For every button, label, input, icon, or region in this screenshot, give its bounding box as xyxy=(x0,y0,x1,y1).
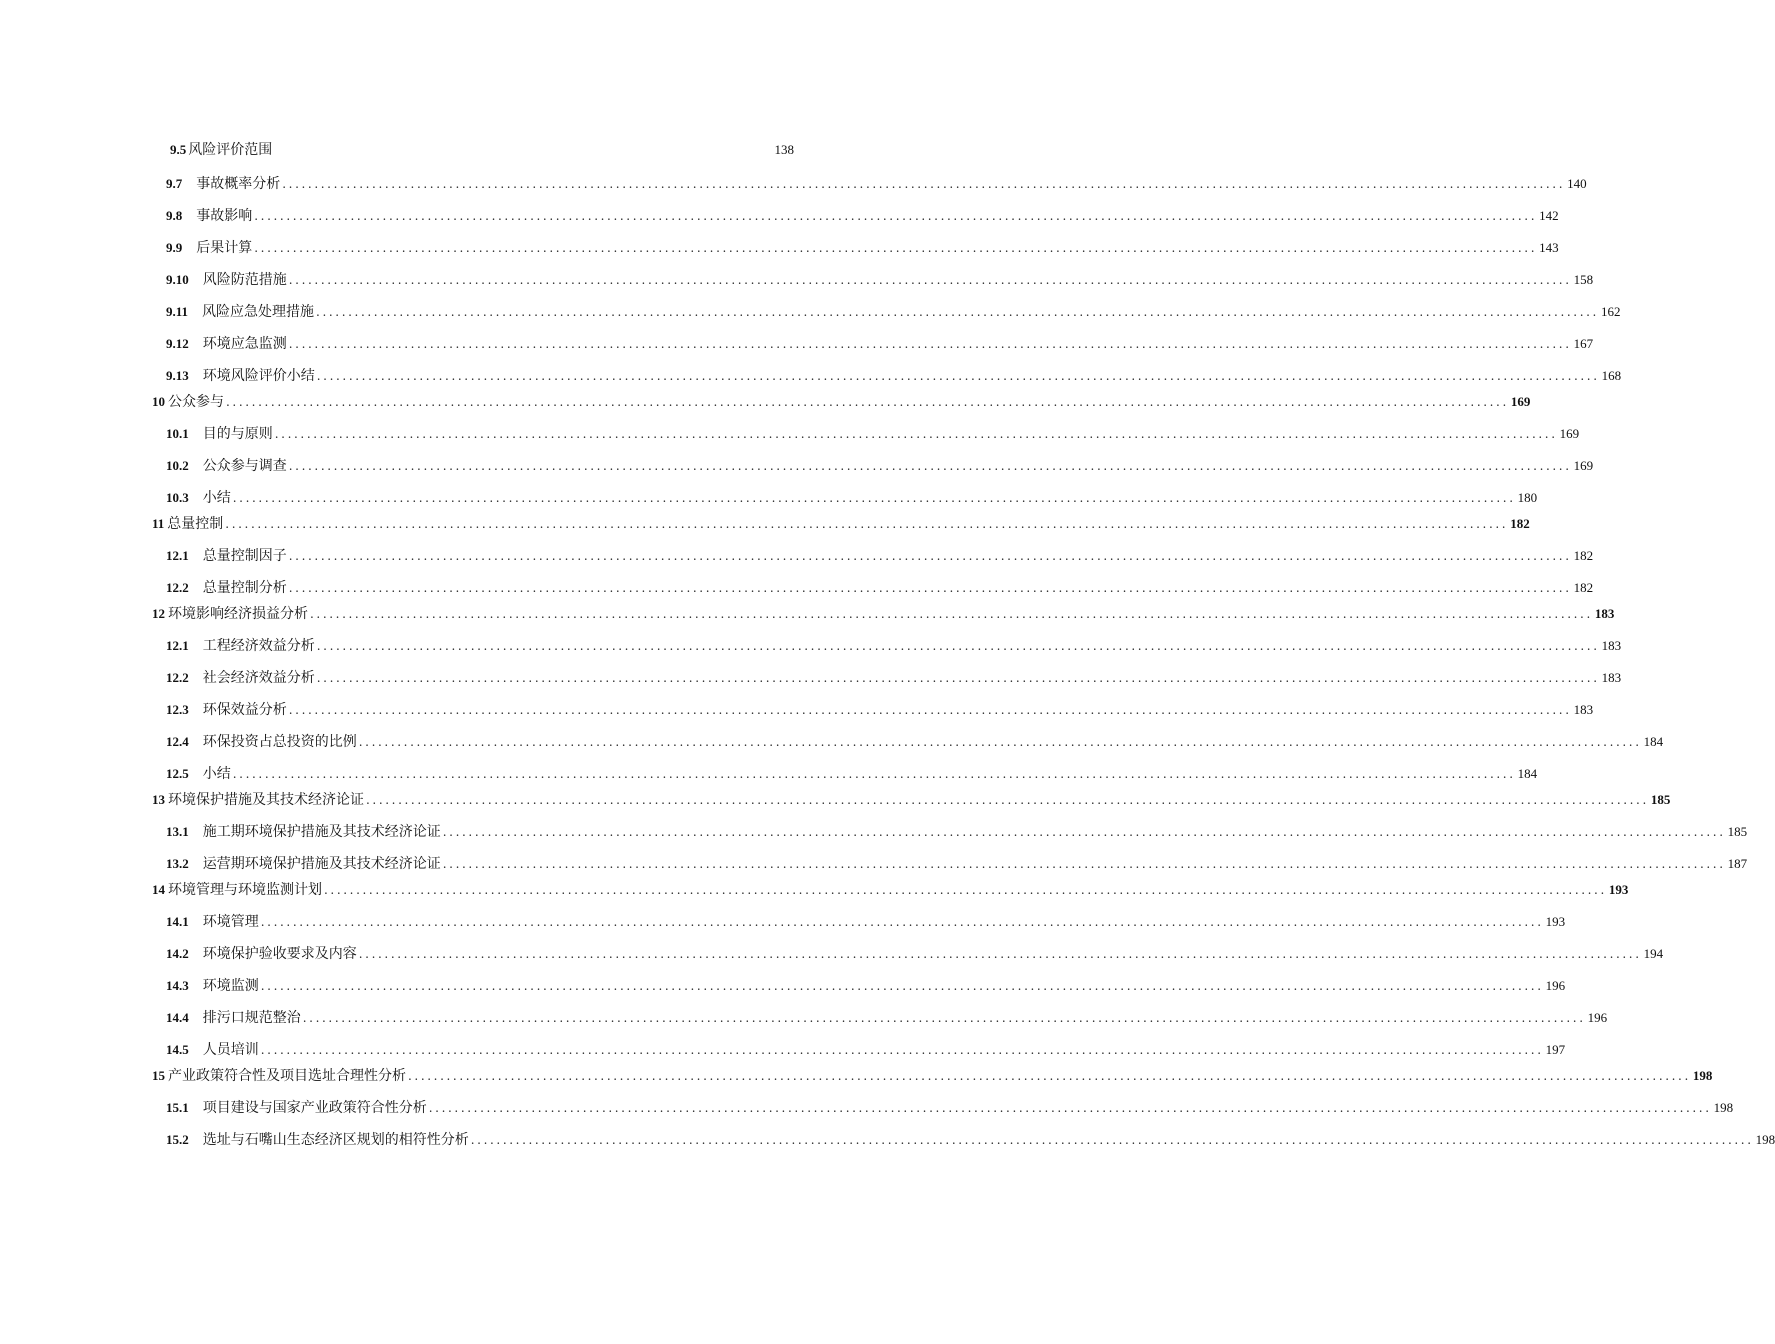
toc-entry-first[interactable] xyxy=(170,139,794,159)
toc-entry-page: 138 xyxy=(774,142,794,157)
toc-entry-title: 小结 xyxy=(202,766,231,782)
toc-section-entry[interactable] xyxy=(166,455,1594,475)
toc-leader-dots: ........................................................................................................................................................................................................ xyxy=(288,337,1572,351)
toc-entry-number: 10.3 xyxy=(166,490,189,505)
toc-chapter-entry[interactable] xyxy=(152,789,1671,809)
toc-entry-page: 185 xyxy=(1727,824,1748,839)
toc-entry-number: 15.2 xyxy=(166,1132,189,1147)
toc-entry-page: 184 xyxy=(1517,766,1538,781)
toc-entry-title: 公众参与 xyxy=(168,394,224,410)
toc-entry-title: 总量控制因子 xyxy=(202,548,287,564)
toc-entry-number: 13 xyxy=(152,792,165,807)
toc-chapter-entry[interactable] xyxy=(152,1065,1713,1085)
toc-entry-title: 风险应急处理措施 xyxy=(202,304,315,320)
toc-section-entry[interactable] xyxy=(166,975,1566,995)
toc-chapter-entry[interactable] xyxy=(152,391,1531,411)
toc-entry-page: 198 xyxy=(1692,1068,1713,1083)
toc-section-entry[interactable] xyxy=(166,943,1664,963)
toc-entry-title: 环境监测 xyxy=(202,978,259,994)
toc-section-entry[interactable] xyxy=(166,173,1587,193)
toc-entry-page: 182 xyxy=(1573,580,1594,595)
toc-entry-number: 12.5 xyxy=(166,766,189,781)
toc-entry-page: 193 xyxy=(1545,914,1566,929)
toc-leader-dots: ........................................................................................................................................................................................................ xyxy=(288,273,1572,287)
toc-entry-number: 9.12 xyxy=(166,336,189,351)
toc-section-entry[interactable] xyxy=(166,731,1664,751)
toc-leader-dots: ........................................................................................................................................................................................................ xyxy=(316,639,1600,653)
toc-entry-page: 140 xyxy=(1567,176,1587,191)
toc-entry-page: 169 xyxy=(1510,394,1531,409)
toc-section-entry[interactable] xyxy=(166,1039,1566,1059)
toc-entry-page: 168 xyxy=(1601,368,1622,383)
toc-leader-dots: ........................................................................................................................................................................................................ xyxy=(324,883,1607,897)
toc-entry-number: 15 xyxy=(152,1068,165,1083)
toc-leader-dots: ........................................................................................................................................................................................................ xyxy=(232,767,1516,781)
toc-section-entry[interactable] xyxy=(166,333,1594,353)
toc-section-entry[interactable] xyxy=(166,487,1538,507)
toc-leader-dots: ........................................................................................................................................................................................................ xyxy=(254,241,1538,255)
toc-entry-number: 15.1 xyxy=(166,1100,189,1115)
toc-entry-title: 风险评价范围 xyxy=(188,142,273,158)
toc-leader-dots: ........................................................................................................................................................................................................ xyxy=(254,209,1538,223)
toc-leader-dots: ........................................................................................................................................................................................................ xyxy=(358,735,1642,749)
toc-entry-title: 小结 xyxy=(202,490,231,506)
toc-entry-page: 184 xyxy=(1643,734,1664,749)
toc-entry-page: 193 xyxy=(1608,882,1629,897)
toc-leader-dots: ........................................................................................................................................................................................................ xyxy=(260,979,1544,993)
toc-entry-number: 10.2 xyxy=(166,458,189,473)
toc-entry-title: 后果计算 xyxy=(196,240,253,256)
toc-entry-title: 人员培训 xyxy=(202,1042,259,1058)
toc-entry-title: 环境风险评价小结 xyxy=(202,368,315,384)
toc-entry-page: 194 xyxy=(1643,946,1664,961)
toc-leader-dots: ........................................................................................................................................................................................................ xyxy=(260,915,1544,929)
toc-entry-title: 事故概率分析 xyxy=(196,176,281,192)
toc-chapter-entry[interactable] xyxy=(152,513,1530,533)
toc-entry-title: 环境保护验收要求及内容 xyxy=(202,946,357,962)
toc-entry-number: 12.2 xyxy=(166,670,189,685)
toc-entry-title: 项目建设与国家产业政策符合性分析 xyxy=(202,1100,427,1116)
toc-entry-title: 公众参与调查 xyxy=(202,458,287,474)
toc-entry-title: 选址与石嘴山生态经济区规划的相符性分析 xyxy=(202,1132,469,1148)
toc-leader-dots: ........................................................................................................................................................................................................ xyxy=(358,947,1642,961)
toc-entry-title: 环境影响经济损益分析 xyxy=(168,606,308,622)
toc-entry-number: 14.3 xyxy=(166,978,189,993)
toc-entry-title: 环境应急监测 xyxy=(202,336,287,352)
toc-leader-dots: ........................................................................................................................................................................................................ xyxy=(442,857,1726,871)
toc-entry-page: 198 xyxy=(1755,1132,1775,1147)
toc-entry-title: 环境管理 xyxy=(202,914,259,930)
toc-section-entry[interactable] xyxy=(166,237,1559,257)
toc-section-entry[interactable] xyxy=(166,853,1748,873)
toc-chapter-entry[interactable] xyxy=(152,603,1615,623)
toc-entry-page: 169 xyxy=(1573,458,1594,473)
toc-entry-page: 182 xyxy=(1573,548,1594,563)
toc-section-entry[interactable] xyxy=(166,545,1594,565)
toc-entry-number: 9.8 xyxy=(166,208,183,223)
toc-entry-title: 目的与原则 xyxy=(202,426,273,442)
toc-entry-number: 9.13 xyxy=(166,368,189,383)
toc-section-entry[interactable] xyxy=(166,301,1621,321)
toc-entry-number: 12.2 xyxy=(166,580,189,595)
toc-leader-dots: ........................................................................................................................................................................................................ xyxy=(310,607,1593,621)
toc-leader-dots: ........................................................................................................................................................................................................ xyxy=(288,549,1572,563)
toc-entry-title: 总量控制 xyxy=(167,516,224,532)
toc-leader-dots: ........................................................................................................................................................................................................ xyxy=(408,1069,1691,1083)
toc-entry-title: 事故影响 xyxy=(196,208,253,224)
toc-section-entry[interactable] xyxy=(166,577,1594,597)
toc-entry-title: 社会经济效益分析 xyxy=(202,670,315,686)
toc-entry-title: 环保投资占总投资的比例 xyxy=(202,734,357,750)
toc-entry-page: 167 xyxy=(1573,336,1594,351)
toc-section-entry[interactable] xyxy=(166,821,1748,841)
toc-leader-dots: ........................................................................................................................................................................................................ xyxy=(470,1133,1754,1147)
toc-leader-dots: ........................................................................................................................................................................................................ xyxy=(302,1011,1586,1025)
toc-leader-dots: ........................................................................................................................................................................................................ xyxy=(442,825,1726,839)
toc-section-entry[interactable] xyxy=(166,635,1622,655)
toc-entry-title: 运营期环境保护措施及其技术经济论证 xyxy=(202,856,441,872)
toc-section-entry[interactable] xyxy=(166,699,1594,719)
toc-leader-dots: ........................................................................................................................................................................................................ xyxy=(232,491,1516,505)
toc-entry-number: 12 xyxy=(152,606,165,621)
toc-section-entry[interactable] xyxy=(166,205,1559,225)
toc-leader-dots: ........................................................................................................................................................................................................ xyxy=(260,1043,1544,1057)
toc-entry-page: 196 xyxy=(1545,978,1566,993)
toc-section-entry[interactable] xyxy=(166,1129,1775,1149)
toc-entry-page: 187 xyxy=(1727,856,1748,871)
toc-entry-page: 183 xyxy=(1573,702,1594,717)
toc-section-entry[interactable] xyxy=(166,365,1622,385)
toc-section-entry[interactable] xyxy=(166,1007,1608,1027)
toc-leader-dots: ........................................................................................................................................................................................................ xyxy=(316,305,1599,319)
toc-entry-title: 风险防范措施 xyxy=(202,272,287,288)
toc-entry-page: 158 xyxy=(1573,272,1594,287)
toc-entry-number: 12.4 xyxy=(166,734,189,749)
toc-section-entry[interactable] xyxy=(166,911,1566,931)
toc-entry-page: 182 xyxy=(1510,516,1530,531)
toc-entry-page: 185 xyxy=(1650,792,1671,807)
toc-leader-dots: ........................................................................................................................................................................................................ xyxy=(288,459,1572,473)
toc-leader-dots: ........................................................................................................................................................................................................ xyxy=(225,517,1509,531)
toc-entry-page: 183 xyxy=(1601,670,1622,685)
toc-entry-page: 142 xyxy=(1539,208,1559,223)
toc-leader-dots: ........................................................................................................................................................................................................ xyxy=(226,395,1509,409)
toc-entry-number: 14.4 xyxy=(166,1010,189,1025)
toc-entry-number: 11 xyxy=(152,516,165,531)
toc-entry-page: 180 xyxy=(1517,490,1538,505)
toc-leader-dots: ........................................................................................................................................................................................................ xyxy=(316,369,1600,383)
toc-entry-number: 12.3 xyxy=(166,702,189,717)
toc-entry-number: 14.2 xyxy=(166,946,189,961)
toc-entry-number: 14 xyxy=(152,882,165,897)
toc-entry-page: 197 xyxy=(1545,1042,1566,1057)
toc-entry-number: 13.1 xyxy=(166,824,189,839)
toc-entry-title: 总量控制分析 xyxy=(202,580,287,596)
toc-entry-number: 9.7 xyxy=(166,176,183,191)
toc-entry-number: 9.9 xyxy=(166,240,183,255)
toc-section-entry[interactable] xyxy=(166,269,1594,289)
toc-entry-title: 施工期环境保护措施及其技术经济论证 xyxy=(202,824,441,840)
toc-entry-title: 工程经济效益分析 xyxy=(202,638,315,654)
toc-entry-page: 183 xyxy=(1601,638,1622,653)
toc-leader-dots: ........................................................................................................................................................................................................ xyxy=(316,671,1600,685)
toc-entry-title: 环保效益分析 xyxy=(202,702,287,718)
toc-leader-dots: ........................................................................................................................................................................................................ xyxy=(288,703,1572,717)
toc-leader-dots: ........................................................................................................................................................................................................ xyxy=(282,177,1566,191)
toc-entry-number: 9.5 xyxy=(170,142,187,157)
toc-section-entry[interactable] xyxy=(166,423,1580,443)
toc-entry-number: 12.1 xyxy=(166,548,189,563)
toc-entry-title: 排污口规范整治 xyxy=(202,1010,301,1026)
toc-entry-page: 183 xyxy=(1594,606,1615,621)
toc-entry-title: 环境保护措施及其技术经济论证 xyxy=(168,792,364,808)
toc-entry-number: 10.1 xyxy=(166,426,189,441)
toc-leader-dots: ........................................................................................................................................................................................................ xyxy=(366,793,1649,807)
toc-chapter-entry[interactable] xyxy=(152,879,1629,899)
toc-entry-page: 196 xyxy=(1587,1010,1608,1025)
toc-section-entry[interactable] xyxy=(166,763,1538,783)
toc-leader-dots: ........................................................................................................................................................................................................ xyxy=(288,581,1572,595)
toc-section-entry[interactable] xyxy=(166,667,1622,687)
toc-entry-number: 13.2 xyxy=(166,856,189,871)
toc-entry-page: 143 xyxy=(1539,240,1559,255)
toc-leader-dots: ........................................................................................................................................................................................................ xyxy=(428,1101,1712,1115)
toc-entry-page: 198 xyxy=(1713,1100,1734,1115)
toc-section-entry[interactable] xyxy=(166,1097,1734,1117)
toc-entry-number: 14.1 xyxy=(166,914,189,929)
toc-entry-page: 162 xyxy=(1600,304,1621,319)
toc-entry-number: 14.5 xyxy=(166,1042,189,1057)
toc-entry-title: 环境管理与环境监测计划 xyxy=(168,882,322,898)
toc-leader-dots: ........................................................................................................................................................................................................ xyxy=(274,427,1558,441)
toc-entry-page: 169 xyxy=(1559,426,1580,441)
toc-entry-number: 10 xyxy=(152,394,165,409)
toc-entry-number: 9.11 xyxy=(166,304,189,319)
toc-entry-title: 产业政策符合性及项目选址合理性分析 xyxy=(168,1068,406,1084)
toc-entry-number: 12.1 xyxy=(166,638,189,653)
toc-entry-number: 9.10 xyxy=(166,272,189,287)
